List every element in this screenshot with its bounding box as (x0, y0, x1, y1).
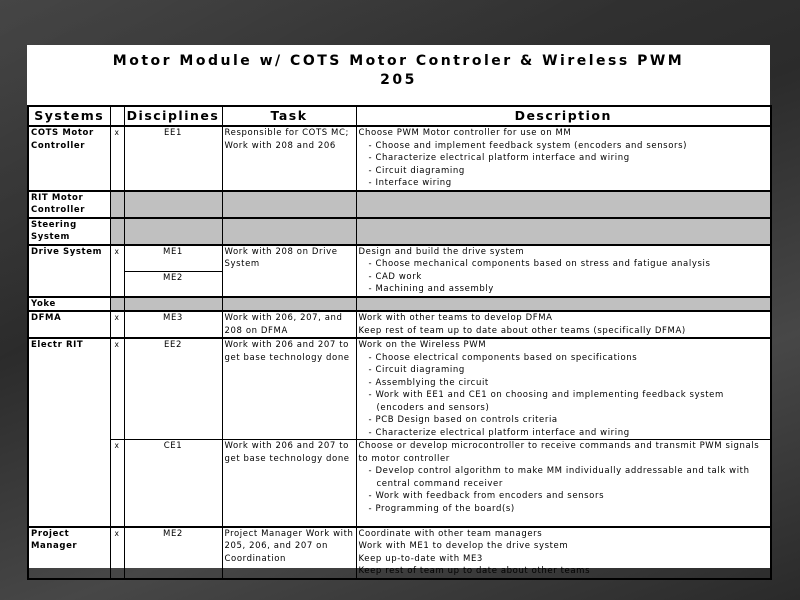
bullet: - Choose mechanical components based on stress and fatigue analysis (368, 259, 711, 269)
table-row (28, 297, 771, 312)
task-cell: Work with 206 and 207 to get base technology done (222, 440, 356, 527)
bullet: - Choose electrical components based on specifications (368, 352, 638, 363)
description-text: Keep up-to-date with ME3 (358, 553, 483, 564)
x-mark: x (110, 126, 124, 191)
system-cell: Project Manager (28, 527, 110, 579)
shaded-cell (124, 297, 222, 312)
task-cell: Work with 206 and 207 to get base technology done (222, 338, 356, 440)
discipline-cell: ME3 (124, 311, 222, 338)
bullet: - Programming of the board(s) (368, 503, 515, 514)
system-cell: Yoke (28, 297, 110, 312)
discipline-cell: ME1 (124, 245, 222, 272)
description-cell (356, 440, 771, 527)
discipline-cell: ME2 (124, 271, 222, 297)
description-text: Design and build the drive system (358, 246, 525, 257)
shaded-cell (222, 191, 356, 218)
shaded-cell (356, 297, 771, 312)
x-mark: x (110, 338, 124, 440)
system-cell: DFMA (28, 311, 110, 338)
bullet: - Work with feedback from encoders and sensors (368, 491, 605, 501)
description-text: Keep rest of team up to date about other teams (358, 566, 591, 576)
discipline-cell: ME2 (124, 527, 222, 579)
system-cell: Drive System (28, 245, 110, 297)
bullet-list (359, 140, 769, 190)
table-row (28, 126, 771, 191)
shaded-cell (222, 218, 356, 245)
description-text: Work with other teams to develop DFMA (358, 313, 553, 323)
task-cell: Responsible for COTS MC; Work with 208 and 206 (222, 126, 356, 191)
discipline-cell: EE1 (124, 126, 222, 191)
header-disciplines: Disciplines (124, 106, 222, 126)
bullet: - Choose and implement feedback system (encoders and sensors) (368, 140, 688, 151)
x-mark: x (110, 527, 124, 579)
bullet: - Circuit diagraming (368, 365, 465, 375)
slide (27, 45, 770, 576)
bullet: - Develop control algorithm to make MM individually addressable and talk with central command receiver (368, 466, 750, 489)
bullet: - Assemblying the circuit (368, 377, 489, 388)
bullet-list (359, 465, 769, 515)
table-row (28, 218, 771, 245)
bullet: - Characterize electrical platform interface and wiring (368, 427, 630, 438)
shaded-cell (124, 218, 222, 245)
x-mark: x (110, 245, 124, 297)
bullet-list (359, 258, 769, 296)
description-cell (356, 338, 771, 440)
shaded-cell (356, 191, 771, 218)
discipline-cell: CE1 (124, 440, 222, 527)
system-cell: RIT Motor Controller (28, 191, 110, 218)
description-text: Choose PWM Motor controller for use on MM (358, 128, 572, 138)
system-cell: Steering System (28, 218, 110, 245)
bullet: - Circuit diagraming (368, 165, 465, 176)
responsibility-table (27, 105, 772, 580)
description-cell (356, 527, 771, 579)
title-line-1: Motor Module w/ COTS Motor Controler & Wireless PWM (112, 53, 685, 69)
slide-title (27, 45, 770, 101)
bullet: - Characterize electrical platform interface and wiring (368, 153, 630, 163)
discipline-cell: EE2 (124, 338, 222, 440)
header-blank (110, 106, 124, 126)
description-cell (356, 245, 771, 297)
header-description: Description (356, 106, 771, 126)
bullet: - CAD work (368, 271, 422, 282)
description-cell (356, 126, 771, 191)
shaded-cell (356, 218, 771, 245)
shaded-cell (110, 218, 124, 245)
description-text: Choose or develop microcontroller to receive commands and transmit PWM signals to motor controller (358, 441, 760, 464)
task-cell: Work with 208 on Drive System (222, 245, 356, 297)
header-systems: Systems (28, 106, 110, 126)
system-cell: Electr RIT (28, 338, 110, 527)
bullet: - Interface wiring (368, 178, 452, 188)
shaded-cell (222, 297, 356, 312)
table-row (28, 191, 771, 218)
table-row (28, 527, 771, 579)
system-cell: COTS Motor Controller (28, 126, 110, 191)
shaded-cell (110, 191, 124, 218)
description-text: Work with ME1 to develop the drive system (358, 541, 569, 551)
table-row (28, 338, 771, 440)
bullet: - Machining and assembly (368, 284, 494, 294)
table-row (28, 245, 771, 272)
x-mark: x (110, 311, 124, 338)
header-task: Task (222, 106, 356, 126)
header-row (28, 106, 771, 126)
bullet: - Work with EE1 and CE1 on choosing and implementing feedback system (encoders and sensors) (368, 390, 724, 413)
description-text: Keep rest of team up to date about other teams (specifically DFMA) (358, 325, 686, 336)
table-row (28, 311, 771, 338)
description-text: Work on the Wireless PWM (358, 340, 487, 350)
shaded-cell (110, 297, 124, 312)
task-cell: Project Manager Work with 205, 206, and 207 on Coordination (222, 527, 356, 579)
table-row (28, 440, 771, 527)
bullet-list (359, 352, 769, 440)
task-cell: Work with 206, 207, and 208 on DFMA (222, 311, 356, 338)
description-cell (356, 311, 771, 338)
shaded-cell (124, 191, 222, 218)
title-line-2: 205 (380, 72, 417, 88)
x-mark: x (110, 440, 124, 527)
description-text: Coordinate with other team managers (358, 528, 543, 539)
bullet: - PCB Design based on controls criteria (368, 415, 558, 425)
